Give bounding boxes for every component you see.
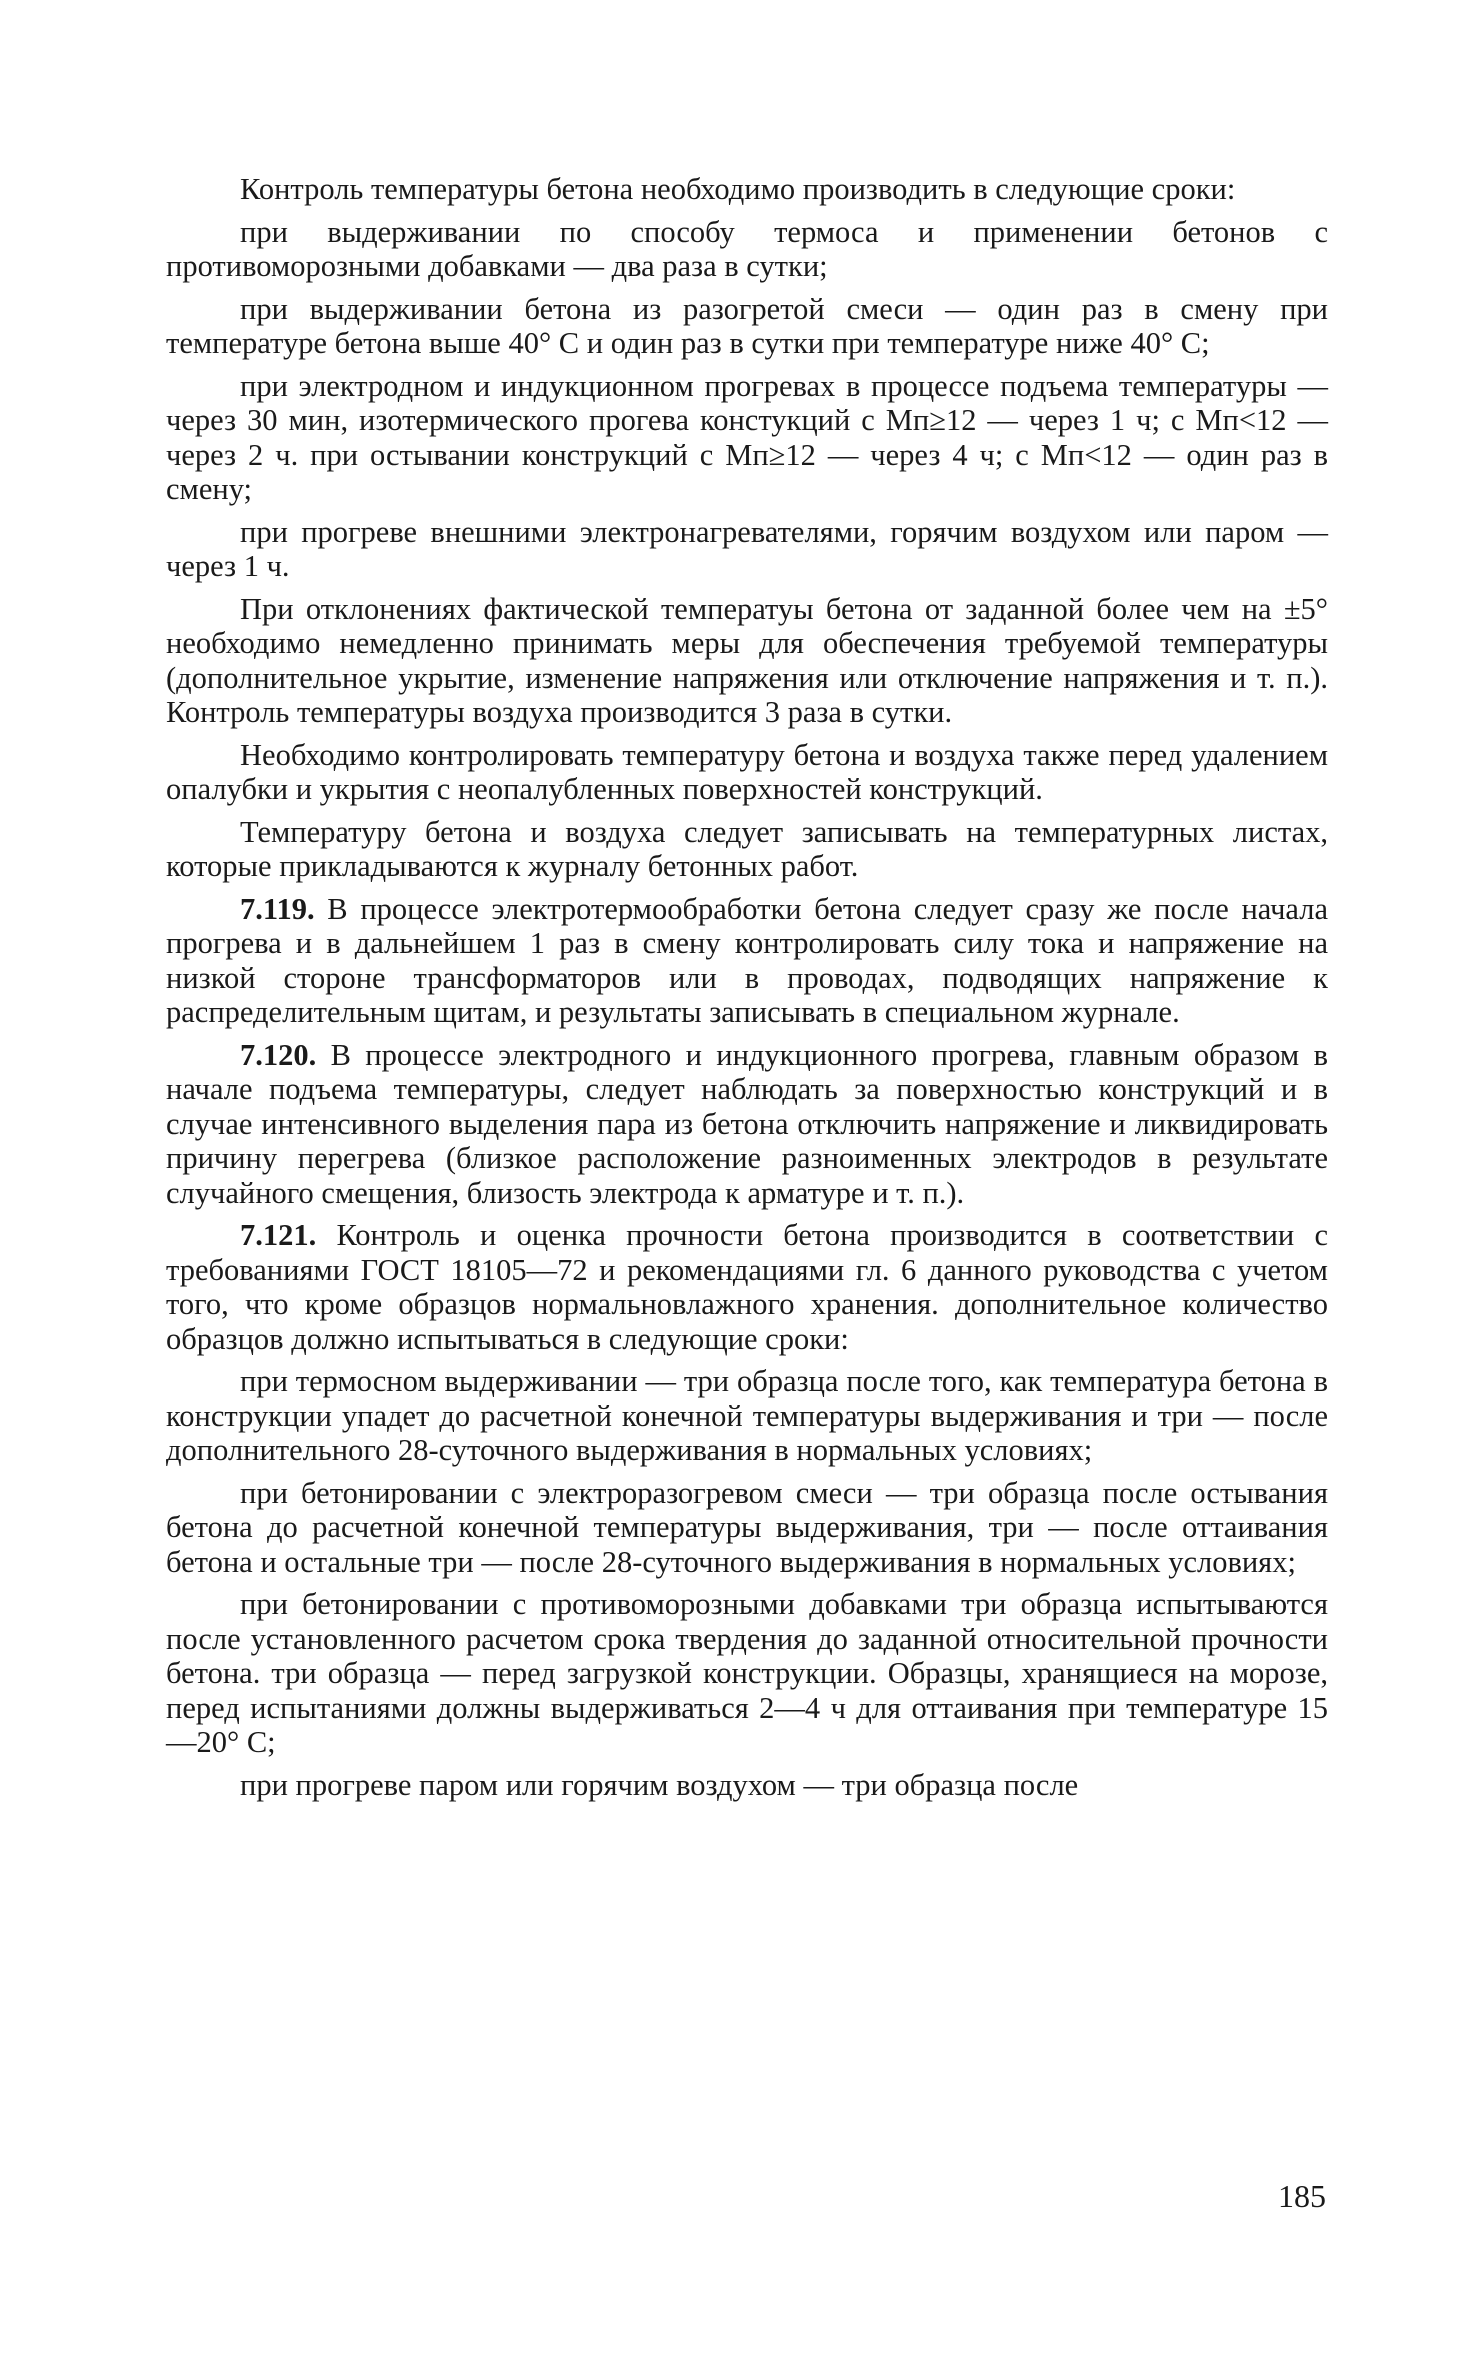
paragraph	[166, 172, 1328, 207]
paragraph	[166, 1476, 1328, 1580]
paragraph-text: при прогреве внешними электронагревателями, горячим воздухом или паром — через 1 ч.	[166, 514, 1328, 583]
paragraph-text: при прогреве паром или горячим воздухом — три образца после	[240, 1767, 1079, 1802]
paragraph	[166, 215, 1328, 284]
paragraph	[166, 1768, 1328, 1803]
paragraph	[166, 515, 1328, 584]
paragraph-text: при бетонировании с противоморозными добавками три образца испытываются после установленного расчетом срока твердения до заданной относительной прочности бетона. три образца — перед загрузкой конструкции. Образцы, хранящиеся на морозе, перед испытаниями должны выдерживаться 2—4 ч для оттаивания при температуре 15—20° С;	[166, 1587, 1328, 1759]
paragraph-text: Контроль температуры бетона необходимо производить в следующие сроки:	[240, 172, 1236, 206]
paragraph-text: В процессе электротермообработки бетона следует сразу же после начала прогрева и в дальнейшем 1 раз в смену контролировать силу тока и напряжение на низкой стороне трансформаторов или в проводах, подводящих напряжение к распределительным щитам, и результаты записывать в специальном журнале.	[166, 891, 1328, 1029]
paragraph-text: Необходимо контролировать температуру бетона и воздуха также перед удалением опалубки и укрытия с неопалубленных поверхностей конструкций.	[166, 737, 1328, 806]
paragraph	[166, 592, 1328, 730]
section-paragraph-7-119	[166, 892, 1328, 1030]
section-paragraph-7-121	[166, 1218, 1328, 1356]
paragraph	[166, 1587, 1328, 1760]
section-number: 7.119.	[240, 891, 315, 926]
paragraph-text: при термосном выдерживании — три образца после того, как температура бетона в конструкции упадет до расчетной конечной температуры выдерживания и три — после дополнительного 28-суточного выдерживания в нормальных условиях;	[166, 1364, 1328, 1467]
body-text	[166, 172, 1328, 1810]
paragraph	[166, 1364, 1328, 1468]
paragraph-text: при электродном и индукционном прогревах в процессе подъема температуры — через 30 мин, изотермического прогева констукций с Мп≥12 — через 1 ч; с Мп<12 — через 2 ч. при остывании конструкций с Мп≥12 — через 4 ч; с Мп<12 — один раз в смену;	[166, 368, 1328, 506]
paragraph-text: Контроль и оценка прочности бетона производится в соответствии с требованиями ГОСТ 18105—72 и рекомендациями гл. 6 данного руководства с учетом того, что кроме образцов нормальновлажного хранения. дополнительное количество образцов должно испытываться в следующие сроки:	[166, 1218, 1328, 1356]
paragraph-text: при бетонировании с электроразогревом смеси — три образца после остывания бетона до расчетной конечной температуры выдерживания, три — после оттаивания бетона и остальные три — после 28-суточного выдерживания в нормальных условиях;	[166, 1475, 1328, 1579]
page-number: 185	[1278, 2178, 1326, 2214]
paragraph-text: при выдерживании бетона из разогретой смеси — один раз в смену при температуре бетона выше 40° С и один раз в сутки при температуре ниже 40° С;	[166, 291, 1328, 360]
section-paragraph-7-120	[166, 1038, 1328, 1211]
paragraph-text: В процессе электродного и индукционного прогрева, главным образом в начале подъема температуры, следует наблюдать за поверхностью конструкций и в случае интенсивного выделения пара из бетона отключить напряжение и ликвидировать причину перегрева (близкое расположение разноименных электродов в результате случайного смещения, близость электрода к арматуре и т. п.).	[166, 1037, 1328, 1210]
paragraph	[166, 292, 1328, 361]
paragraph	[166, 738, 1328, 807]
paragraph-text: при выдерживании по способу термоса и применении бетонов с противоморозными добавками — два раза в сутки;	[166, 214, 1328, 283]
section-number: 7.120.	[240, 1037, 317, 1072]
paragraph	[166, 369, 1328, 507]
section-number: 7.121.	[240, 1218, 317, 1252]
paragraph-text: Температуру бетона и воздуха следует записывать на температурных листах, которые прикладываются к журналу бетонных работ.	[166, 814, 1328, 883]
paragraph	[166, 815, 1328, 884]
paragraph-text: При отклонениях фактической температуы бетона от заданной более чем на ±5° необходимо немедленно принимать меры для обеспечения требуемой температуры (дополнительное укрытие, изменение напряжения или отключение напряжения и т. п.). Контроль температуры воздуха производится 3 раза в сутки.	[166, 591, 1328, 729]
